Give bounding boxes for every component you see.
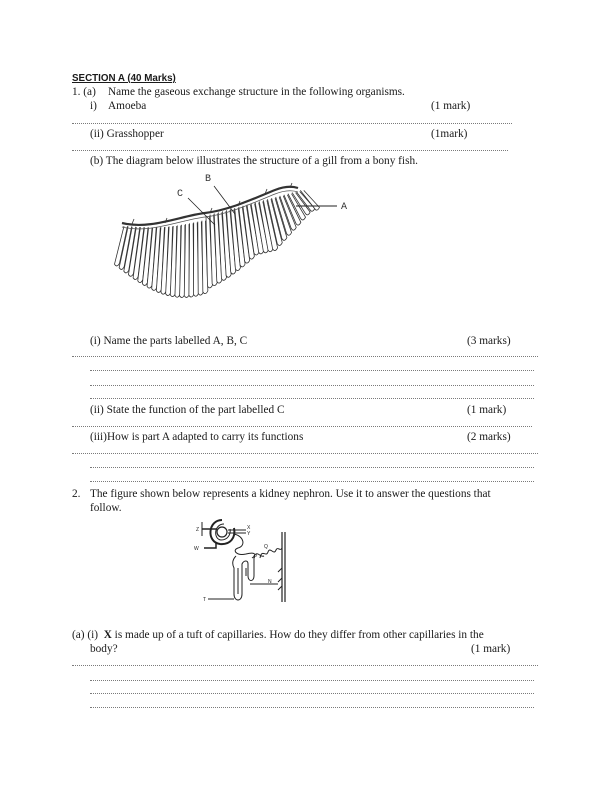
- answer-line[interactable]: [72, 356, 538, 357]
- q1-b-i-text: (i) Name the parts labelled A, B, C: [90, 335, 248, 347]
- label-w: W: [194, 546, 199, 552]
- section-heading: SECTION A (40 Marks): [72, 73, 176, 84]
- bowmans-capsule: [210, 520, 234, 544]
- q1-stem: Name the gaseous exchange structure in the following organisms.: [108, 86, 405, 98]
- gill-filament: [184, 224, 189, 297]
- answer-line[interactable]: [90, 385, 534, 386]
- q2-a-i-marks: (1 mark): [471, 643, 511, 655]
- q1-number: 1. (a): [72, 86, 96, 98]
- q1-part-b-text: (b) The diagram below illustrates the structure of a gill from a bony fish.: [90, 155, 418, 167]
- q1-b-i-marks: (3 marks): [467, 335, 511, 347]
- collecting-duct: [282, 532, 285, 602]
- q2-a-i-text-line1: is made up of a tuft of capillaries. How do they differ from other capillaries in the: [111, 629, 484, 641]
- q2-a-i-text-line2: body?: [90, 643, 118, 655]
- nephron-diagram: [188, 512, 293, 607]
- answer-line[interactable]: [90, 693, 534, 694]
- answer-line[interactable]: [72, 426, 532, 427]
- q2-stem-line2: follow.: [90, 502, 122, 514]
- label-c: C: [177, 189, 184, 200]
- label-p: P: [254, 554, 258, 560]
- gill-diagram: [110, 168, 360, 293]
- answer-line[interactable]: [90, 707, 534, 708]
- q1-part-ii-marks: (1mark): [431, 128, 468, 140]
- answer-line[interactable]: [90, 398, 534, 399]
- q1-part-i-marks: (1 mark): [431, 100, 471, 112]
- label-t: T: [203, 597, 207, 603]
- answer-line[interactable]: [90, 481, 534, 482]
- q1-b-ii-text: (ii) State the function of the part labelled C: [90, 404, 285, 416]
- answer-line[interactable]: [90, 467, 534, 468]
- q2-a-i-bold-letter: X: [103, 629, 112, 641]
- label-b: B: [205, 174, 212, 185]
- label-z: Z: [196, 527, 200, 533]
- loop-of-henle: [233, 554, 264, 600]
- answer-line[interactable]: [72, 150, 508, 151]
- label-x: X: [247, 525, 251, 531]
- glomerulus: [217, 527, 227, 537]
- q1-b-iii-text: (iii)How is part A adapted to carry its functions: [90, 431, 304, 443]
- label-a: A: [341, 202, 348, 213]
- gill-filament: [189, 223, 194, 297]
- q1-b-iii-marks: (2 marks): [467, 431, 511, 443]
- q2-stem-line1: The figure shown below represents a kidney nephron. Use it to answer the questions that: [90, 488, 491, 500]
- answer-line[interactable]: [72, 123, 512, 124]
- label-q: Q: [264, 544, 268, 550]
- q1-part-ii-text: (ii) Grasshopper: [90, 128, 164, 140]
- q2-number: 2.: [72, 488, 81, 500]
- q2-a-i-line1: [72, 629, 484, 641]
- answer-line[interactable]: [90, 680, 534, 681]
- q1-b-ii-marks: (1 mark): [467, 404, 507, 416]
- answer-line[interactable]: [72, 453, 538, 454]
- label-y: Y: [247, 531, 251, 537]
- q2-a-i-prefix: (a) (i): [72, 629, 99, 641]
- label-n: N: [268, 579, 272, 585]
- q1-part-i-label: i): [90, 100, 97, 112]
- answer-line[interactable]: [90, 370, 534, 371]
- q1-part-i-text: Amoeba: [108, 100, 147, 112]
- gill-filaments: [115, 190, 320, 297]
- answer-line[interactable]: [72, 665, 538, 666]
